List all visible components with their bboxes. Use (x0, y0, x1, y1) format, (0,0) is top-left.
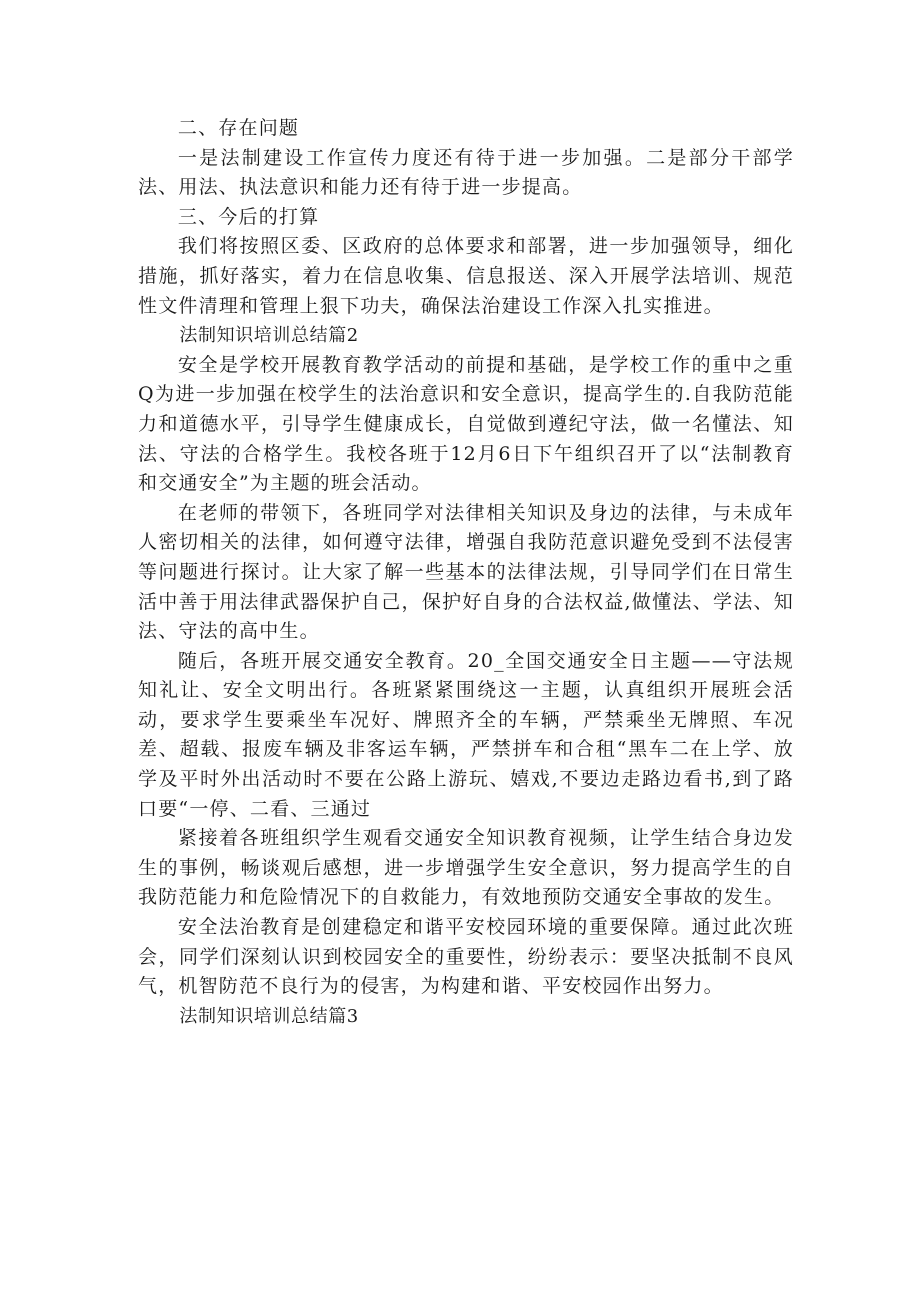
paragraph: 紧接着各班组织学生观看交通安全知识教育视频，让学生结合身边发生的事例，畅谈观后感想，进一步增强学生安全意识，努力提高学生的自我防范能力和危险情况下的自救能力，有效地预防交通安全事故的发生。 (138, 827, 794, 909)
paragraph: 一是法制建设工作宣传力度还有待于进一步加强。二是部分干部学法、用法、执法意识和能力还有待于进一步提高。 (138, 146, 794, 199)
article-title-2: 法制知识培训总结篇2 (179, 325, 359, 347)
article-title-3: 法制知识培训总结篇3 (179, 1005, 359, 1027)
paragraph: 安全法治教育是创建稳定和谐平安校园环境的重要保障。通过此次班会，同学们深刻认识到校园安全的重要性，纷纷表示：要坚决抵制不良风气，机智防范不良行为的侵害，为构建和谐、平安校园作出努力。 (138, 916, 794, 998)
document-page (138, 114, 794, 1031)
section-heading-plans: 三、今后的打算 (177, 205, 320, 228)
paragraph: 我们将按照区委、区政府的总体要求和部署，进一步加强领导，细化措施，抓好落实，着力在信息收集、信息报送、深入开展学法培训、规范性文件清理和管理上狠下功夫，确保法治建设工作深入扎实推进。 (138, 235, 794, 317)
section-heading-problems: 二、存在问题 (177, 117, 300, 139)
paragraph: 随后，各班开展交通安全教育。20_全国交通安全日主题——守法规知礼让、安全文明出行。各班紧紧围绕这一主题，认真组织开展班会活动，要求学生要乘坐车况好、牌照齐全的车辆，严禁乘坐无牌照、车况差、超载、报废车辆及非客运车辆，严禁拼车和合租“黑车二在上学、放学及平时外出活动时不要在公路上游玩、嬉戏,不要边走路边看书,到了路口要“一停、二看、三通过 (138, 649, 794, 820)
paragraph: 在老师的带领下，各班同学对法律相关知识及身边的法律，与未成年人密切相关的法律，如何遵守法律，增强自我防范意识避免受到不法侵害等问题进行探讨。让大家了解一些基本的法律法规，引导同学们在日常生活中善于用法律武器保护自己，保护好自身的合法权益,做懂法、学法、知法、守法的高中生。 (138, 501, 794, 643)
paragraph: 安全是学校开展教育教学活动的前提和基础，是学校工作的重中之重Q为进一步加强在校学生的法治意识和安全意识，提高学生的.自我防范能力和道德水平，引导学生健康成长，自觉做到遵纪守法，做一名懂法、知法、守法的合格学生。我校各班于12月6日下午组织召开了以“法制教育和交通安全”为主题的班会活动。 (138, 353, 794, 495)
